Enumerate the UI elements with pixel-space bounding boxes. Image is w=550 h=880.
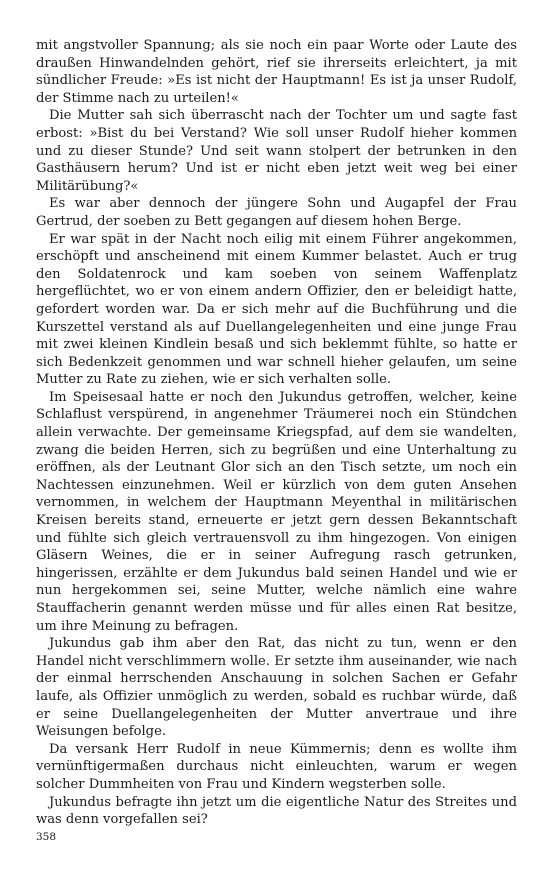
paragraph-8: Jukundus befragte ihn jetzt um die eigentliche Natur des Streites und was denn vorgefallen sei? (36, 794, 517, 828)
page-number: 358 (36, 831, 57, 843)
paragraph-4: Er war spät in der Nacht noch eilig mit einem Führer angekommen, erschöpft und anscheinend mit einem Kummer belastet. Auch er trug den Soldatenrock und kam soeben von seinem Waffenplatz hergeflüchtet, wo er von einem andern Offizier, den er beleidigt hatte, gefordert worden war. Da er sich mehr auf die Buchführung und die Kurszettel verstand als auf Duellangelegenheiten und eine junge Frau mit zwei kleinen Kindlein besaß und sich beklemmt fühlte, so hatte er sich Bedenkzeit genommen und war schnell hieher gelaufen, um seine Mutter zu Rate zu ziehen, wie er sich verhalten solle. (36, 231, 517, 388)
paragraph-3: Es war aber dennoch der jüngere Sohn und Augapfel der Frau Gertrud, der soeben zu Bett gegangen auf diesem hohen Berge. (36, 196, 517, 229)
paragraph-1: mit angstvoller Spannung; als sie noch ein paar Worte oder Laute des draußen Hinwandelnden gehört, rief sie ihrerseits erleichtert, ja mit sündlicher Freude: »Es ist nicht der Hauptmann! Es ist ja unser Rudolf, der Stimme nach zu urteilen!« (36, 38, 517, 106)
paragraph-5: Im Speisesaal hatte er noch den Jukundus getroffen, welcher, keine Schlaflust verspürend, in angenehmer Träumerei noch ein Stündchen allein verwachte. Der gemeinsame Kriegspfad, auf dem sie wandelten, zwang die beiden Herren, sich zu begrüßen und eine Unterhaltung zu eröffnen, als der Leutnant Glor sich an den Tisch setzte, um noch ein Nachtessen einzunehmen. Weil er kürzlich von dem guten Ansehen vernommen, in welchem der Hauptmann Meyenthal in militärischen Kreisen bereits stand, erneuerte er jetzt gern dessen Bekanntschaft und fühlte sich gleich vertrauensvoll zu ihm hingezogen. Von einigen Gläsern Weines, die er in seiner Aufregung rasch getrunken, hingerissen, erzählte er dem Jukundus bald seinen Handel und wie er nun hergekommen sei, seine Mutter, welche nämlich eine wahre Stauffacherin genannt werden müsse und für alles einen Rat besitze, um ihre Meinung zu befragen. (36, 389, 517, 634)
paragraph-2: Die Mutter sah sich überrascht nach der Tochter um und sagte fast erbost: »Bist du bei Verstand? Wie soll unser Rudolf hieher kommen und zu dieser Stunde? Und seit wann stolpert der betrunken in den Gasthäusern herum? Und ist er nicht eben jetzt weit weg bei einer Militärübung?« (36, 108, 517, 194)
body-text (36, 37, 517, 829)
paragraph-6: Jukundus gab ihm aber den Rat, das nicht zu tun, wenn er den Handel nicht verschlimmern wolle. Er setzte ihm auseinander, wie nach der einmal herrschenden Anschauung in solchen Sachen er Gefahr laufe, als Offizier unmöglich zu werden, sobald es ruchbar würde, daß er seine Duellangelegenheiten der Mutter anvertraue und ihre Weisungen befolge. (36, 636, 517, 740)
paragraph-7: Da versank Herr Rudolf in neue Kümmernis; denn es wollte ihm vernünftigermaßen durchaus nicht einleuchten, warum er wegen solcher Dummheiten von Frau und Kindern wegsterben solle. (36, 741, 517, 792)
